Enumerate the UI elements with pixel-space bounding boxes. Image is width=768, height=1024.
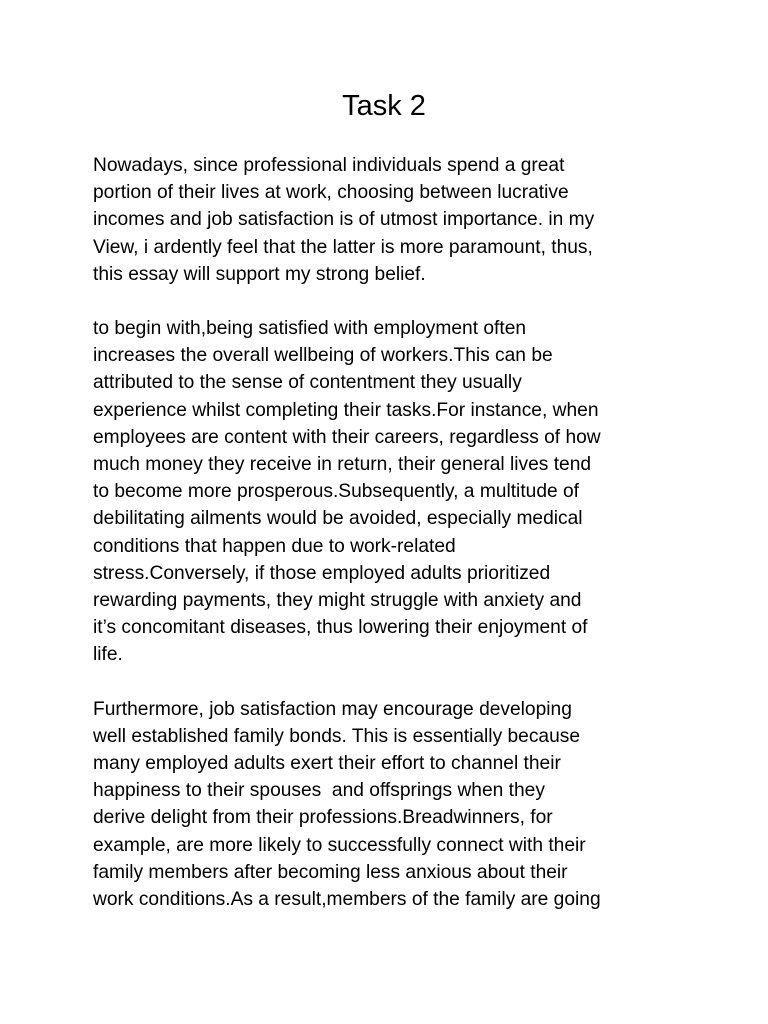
text-line: it’s concomitant diseases, thus lowering their enjoyment of (93, 617, 588, 639)
text-line: Nowadays, since professional individuals spend a great (93, 155, 565, 176)
text-line: example, are more likely to successfully connect with their (93, 834, 586, 856)
text-line: Furthermore, job satisfaction may encourage developing (93, 698, 572, 720)
text-line: derive delight from their professions.Breadwinners, for (93, 807, 553, 829)
document-title: Task 2 (342, 90, 426, 122)
text-line: rewarding payments, they might struggle with anxiety and (93, 590, 582, 612)
text-line: to begin with,being satisfied with employment often (93, 318, 527, 340)
text-line: employees are content with their careers, regardless of how (93, 426, 601, 448)
text-line: well established family bonds. This is essentially because (93, 725, 581, 747)
text-line: stress.Conversely, if those employed adults prioritized (93, 562, 551, 584)
text-line: much money they receive in return, their general lives tend (93, 454, 592, 476)
text-line: many employed adults exert their effort to channel their (93, 753, 561, 775)
text-line: attributed to the sense of contentment they usually (93, 372, 522, 394)
text-line: work conditions.As a result,members of the family are going (93, 889, 601, 911)
text-line: experience whilst completing their tasks.For instance, when (93, 399, 599, 421)
text-line: conditions that happen due to work-related (93, 535, 456, 557)
text-line: this essay will support my strong belief. (93, 263, 426, 285)
text-line: increases the overall wellbeing of workers.This can be (93, 345, 553, 367)
text-line: happiness to their spouses and offsprings when they (93, 780, 545, 802)
text-line: portion of their lives at work, choosing between lucrative (93, 182, 569, 204)
text-line: debilitating ailments would be avoided, especially medical (93, 508, 583, 530)
text-line: life. (93, 644, 123, 666)
document-body (93, 152, 683, 940)
text-line: View, i ardently feel that the latter is more paramount, thus, (93, 236, 593, 258)
paragraph-introduction (93, 152, 683, 288)
paragraph-body-2 (93, 696, 683, 914)
paragraph-body-1 (93, 315, 683, 669)
text-line: family members after becoming less anxious about their (93, 861, 568, 883)
text-line: to become more prosperous.Subsequently, a multitude of (93, 481, 580, 503)
text-line: incomes and job satisfaction is of utmost importance. in my (93, 209, 595, 231)
